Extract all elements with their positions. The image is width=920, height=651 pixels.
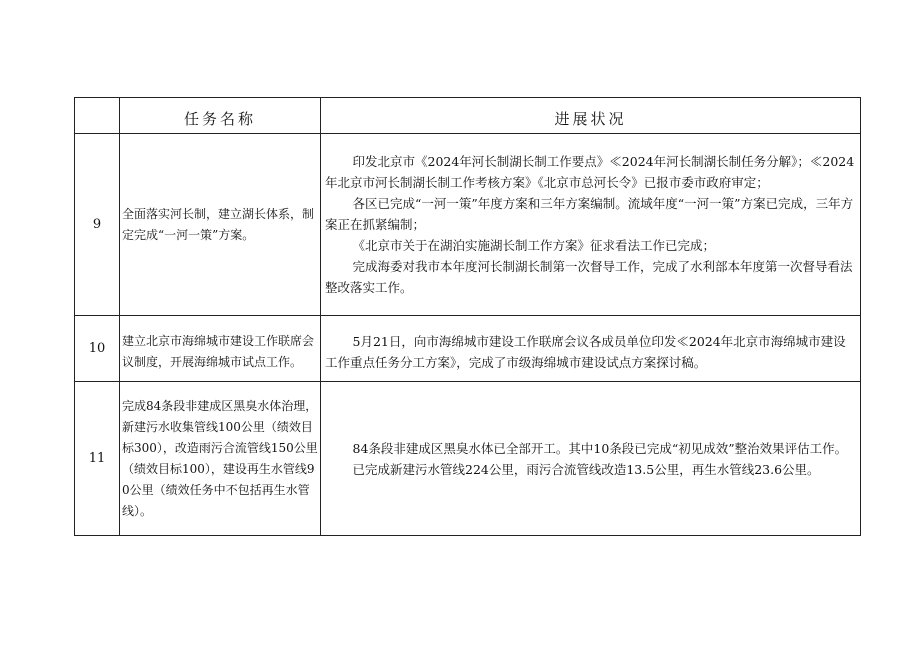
progress-paragraph: 《北京市关于在湖泊实施湖长制工作方案》征求看法工作已完成； bbox=[352, 238, 716, 253]
task-progress-table bbox=[74, 97, 861, 536]
row-number: 11 bbox=[75, 382, 120, 536]
row-number: 10 bbox=[75, 316, 120, 382]
progress-paragraph: 各区已完成“一河一策”年度方案和三年方案编制。流域年度“一河一策”方案已完成，三年方案正在抓紧编制； bbox=[325, 196, 854, 232]
task-name-cell: 建立北京市海绵城市建设工作联席会议制度，开展海绵城市试点工作。 bbox=[120, 316, 321, 382]
progress-paragraph: 印发北京市《2024年河长制湖长制工作要点》≪2024年河长制湖长制任务分解》；≪2024年北京市河长制湖长制工作考核方案》《北京市总河长令》已报市委市政府审定； bbox=[325, 154, 855, 190]
header-task-name: 任务名称 bbox=[120, 98, 321, 134]
task-name-cell: 全面落实河长制，建立湖长体系，制定完成“一河一策”方案。 bbox=[120, 134, 321, 316]
header-number bbox=[75, 98, 120, 134]
progress-paragraph: 84条段非建成区黑臭水体已全部开工。其中10条段已完成“初见成效”整治效果评估工作。 bbox=[352, 440, 848, 456]
progress-cell bbox=[321, 382, 861, 536]
progress-paragraph: 已完成新建污水管线224公里，雨污合流管线改造13.5公里，再生水管线23.6公里。 bbox=[352, 461, 820, 477]
table-row bbox=[75, 382, 861, 536]
table-row bbox=[75, 316, 861, 382]
progress-cell bbox=[321, 316, 861, 382]
task-name-cell: 完成84条段非建成区黑臭水体治理，新建污水收集管线100公里（绩效目标300），改造雨污合流管线150公里（绩效目标100），建设再生水管线90公里（绩效任务中不包括再生水管线）。 bbox=[120, 382, 321, 536]
table-row bbox=[75, 134, 861, 316]
row-number: 9 bbox=[75, 134, 120, 316]
progress-paragraph: 5月21日，向市海绵城市建设工作联席会议各成员单位印发≪2024年北京市海绵城市建设工作重点任务分工方案》，完成了市级海绵城市建设试点方案探讨稿。 bbox=[325, 333, 846, 370]
table-header-row bbox=[75, 98, 861, 134]
progress-cell bbox=[321, 134, 861, 316]
header-progress: 进展状况 bbox=[321, 98, 861, 134]
progress-paragraph: 完成海委对我市本年度河长制湖长制第一次督导工作，完成了水利部本年度第一次督导看法整改落实工作。 bbox=[325, 259, 853, 295]
